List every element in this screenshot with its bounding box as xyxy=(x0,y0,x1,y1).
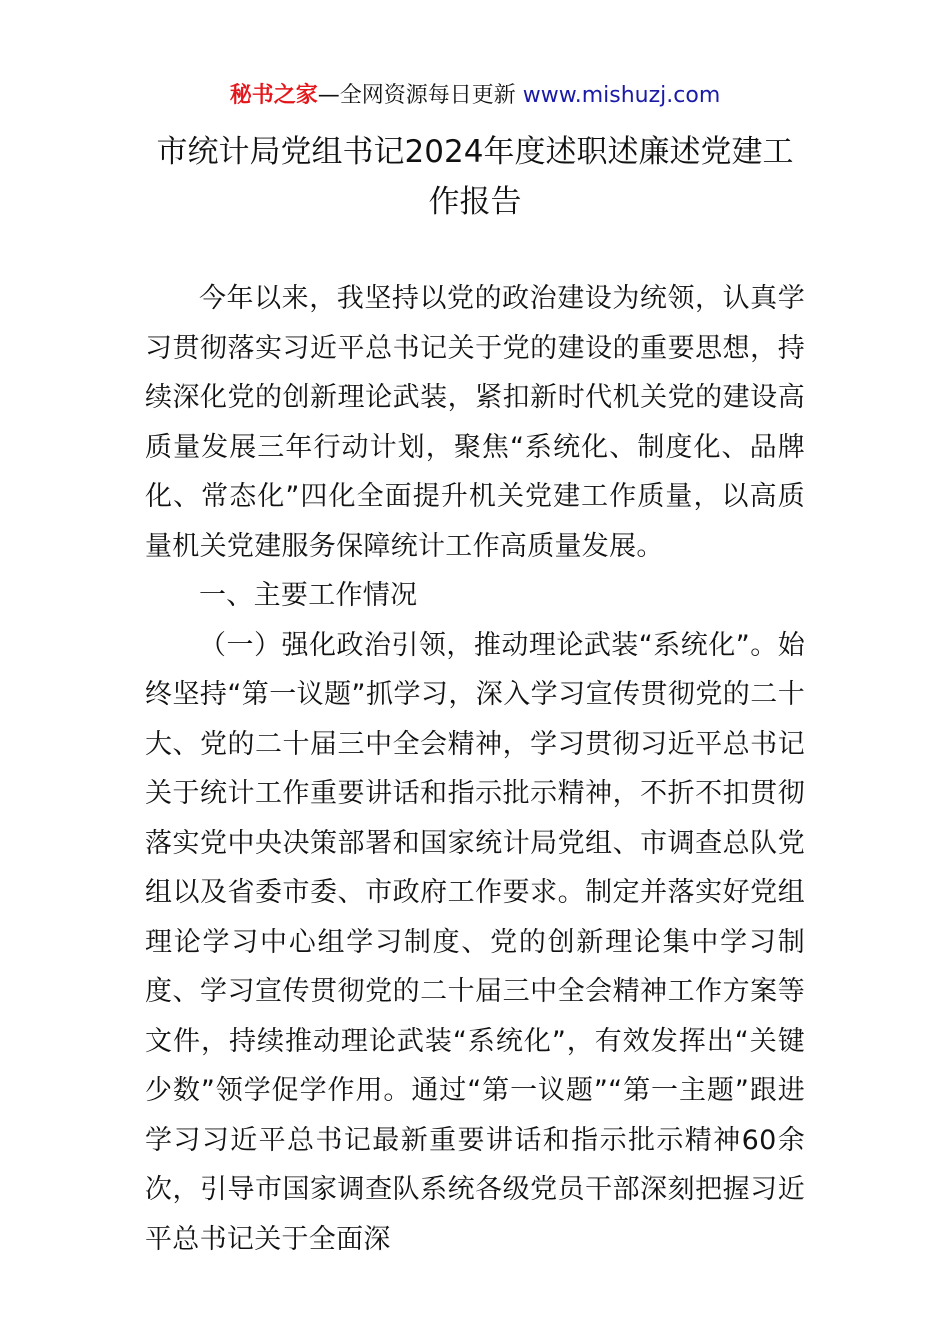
site-header xyxy=(0,80,950,112)
intro-paragraph: 今年以来，我坚持以党的政治建设为统领，认真学习贯彻落实习近平总书记关于党的建设的重要思想，持续深化党的创新理论武装，紧扣新时代机关党的建设高质量发展三年行动计划，聚焦“系统化、制度化、品牌化、常态化”四化全面提升机关党建工作质量，以高质量机关党建服务保障统计工作高质量发展。 xyxy=(145,283,805,562)
site-name: 秘书之家 xyxy=(229,83,318,108)
body-paragraph: （一）强化政治引领，推动理论武装“系统化”。始终坚持“第一议题”抓学习，深入学习宣传贯彻党的二十大、党的二十届三中全会精神，学习贯彻习近平总书记关于统计工作重要讲话和指示批示精神，不折不扣贯彻落实党中央决策部署和国家统计局党组、市调查总队党组以及省委市委、市政府工作要求。制定并落实好党组理论学习中心组学习制度、党的创新理论集中学习制度、学习宣传贯彻党的二十届三中全会精神工作方案等文件，持续推动理论武装“系统化”，有效发挥出“关键少数”领学促学作用。通过“第一议题”“第一主题”跟进学习习近平总书记最新重要讲话和指示批示精神60余次，引导市国家调查队系统各级党员干部深刻把握习近平总书记关于全面深 xyxy=(145,629,805,1255)
site-tagline: —全网资源每日更新 xyxy=(317,83,523,108)
section-heading: 一、主要工作情况 xyxy=(199,580,418,611)
document-body xyxy=(145,274,805,1264)
document-title: 市统计局党组书记2024年度述职述廉述党建工作报告 xyxy=(156,134,794,220)
site-url: www.mishuzj.com xyxy=(522,83,721,108)
